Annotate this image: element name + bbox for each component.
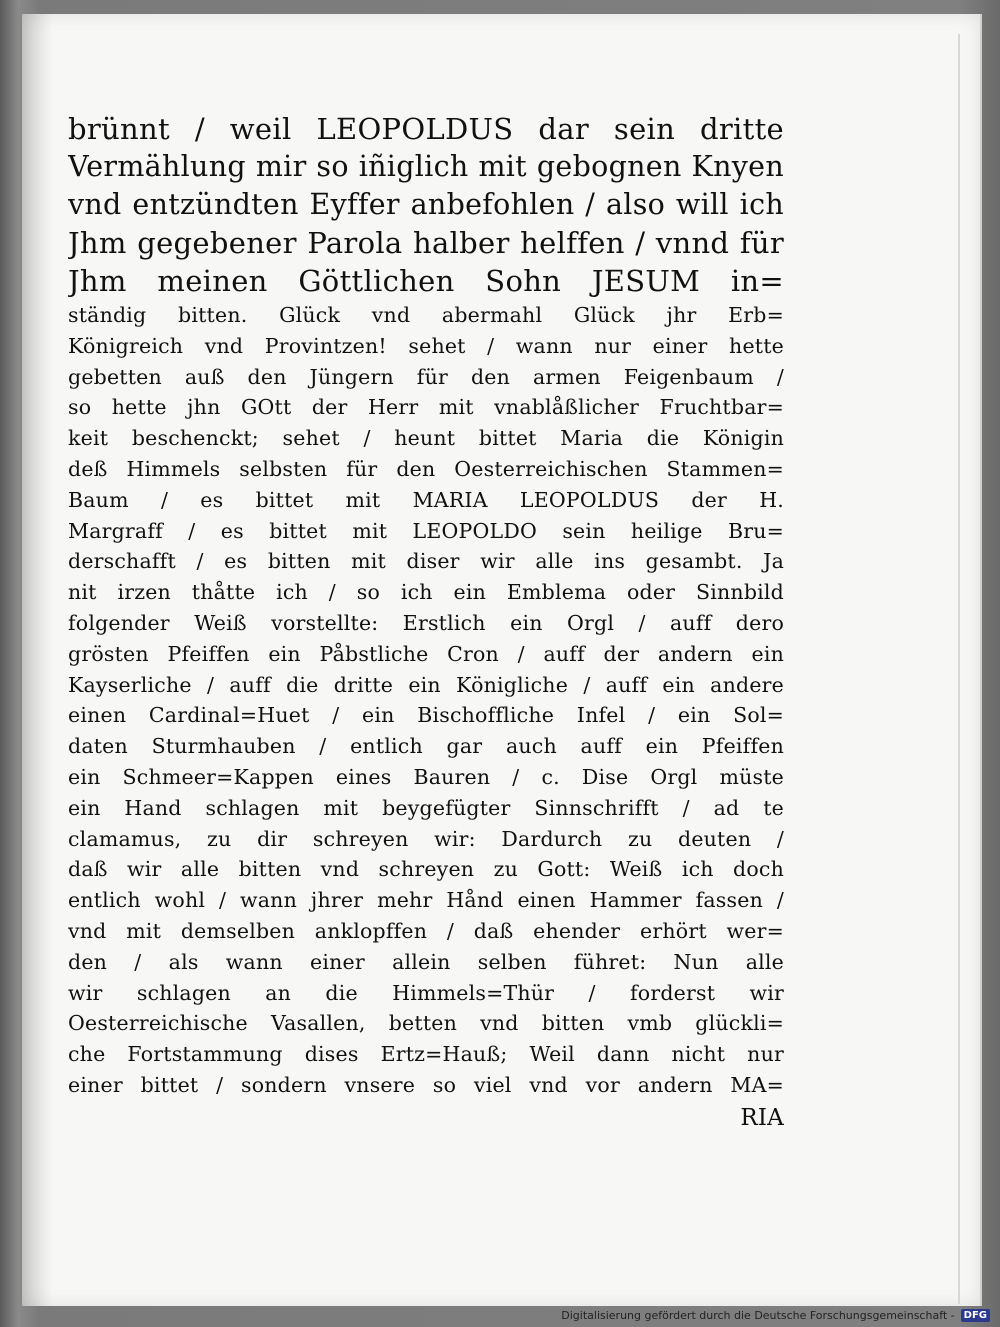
text-line: Oesterreichische Vasallen, betten vnd bitten vmb glückli= (68, 1011, 784, 1036)
document-page (22, 14, 982, 1306)
text-line: daten Sturmhauben / entlich gar auch auff ein Pfeiffen (68, 734, 784, 759)
text-line: Margraff / es bittet mit LEOPOLDO sein heilige Bru= (68, 518, 784, 543)
text-line: vnd entzündten Eyffer anbefohlen / also will ich (68, 188, 784, 221)
text-line: wir schlagen an die Himmels=Thür / forderst wir (68, 980, 784, 1005)
credit-text: Digitalisierung gefördert durch die Deutsche Forschungsgemeinschaft - (561, 1309, 955, 1322)
page-edge (958, 34, 960, 1304)
text-line: deß Himmels selbsten für den Oesterreichischen Stammen= (68, 456, 784, 481)
text-line: Jhm gegebener Parola halber helffen / vnnd für (68, 226, 784, 260)
text-line: grösten Pfeiffen ein Påbstliche Cron / auff der andern ein (68, 641, 784, 666)
text-line: keit beschenckt; sehet / heunt bittet Maria die Königin (68, 426, 784, 451)
text-line: so hette jhn GOtt der Herr mit vnablåßlicher Fruchtbar= (68, 395, 784, 420)
text-line: Kayserliche / auff die dritte ein Königliche / auff ein andere (68, 672, 784, 697)
text-line: Königreich vnd Provintzen! sehet / wann nur einer hette (68, 333, 784, 358)
text-line: einen Cardinal=Huet / ein Bischoffliche Infel / ein Sol= (68, 703, 784, 728)
text-line: brünnt / weil LEOPOLDUS dar sein dritte (68, 112, 784, 146)
text-line: Jhm meinen Göttlichen Sohn JESUM in= (68, 264, 784, 298)
body-text (68, 110, 784, 1135)
text-line: nit irzen thåtte ich / so ich ein Emblema oder Sinnbild (68, 580, 784, 605)
text-line: ein Schmeer=Kappen eines Bauren / c. Dise Orgl müste (68, 764, 784, 789)
text-line: den / als wann einer allein selben führet: Nun alle (68, 949, 784, 974)
text-line: ständig bitten. Glück vnd abermahl Glück jhr Erb= (68, 303, 784, 327)
text-line: daß wir alle bitten vnd schreyen zu Gott: Weiß ich doch (68, 857, 784, 882)
text-line: vnd mit demselben anklopffen / daß ehender erhört wer= (68, 918, 784, 943)
text-line: ein Hand schlagen mit beygefügter Sinnschrifft / ad te (68, 795, 784, 820)
text-line: Baum / es bittet mit MARIA LEOPOLDUS der H. (68, 487, 784, 512)
page-gutter-shadow (22, 14, 52, 1306)
catchword: RIA (740, 1104, 784, 1131)
dfg-logo: DFG (961, 1309, 990, 1322)
text-line: che Fortstammung dises Ertz=Hauß; Weil dann nicht nur (68, 1042, 784, 1067)
digitization-credit (561, 1309, 990, 1322)
text-line: clamamus, zu dir schreyen wir: Dardurch zu deuten / (68, 826, 784, 851)
text-line: entlich wohl / wann jhrer mehr Hånd einen Hammer fassen / (68, 888, 784, 913)
text-line: gebetten auß den Jüngern für den armen Feigenbaum / (68, 364, 784, 389)
text-line: Vermählung mir so iñiglich mit gebognen Knyen (68, 150, 784, 183)
text-line: einer bittet / sondern vnsere so viel vnd vor andern MA= (68, 1072, 784, 1097)
text-line: derschafft / es bitten mit diser wir alle ins gesambt. Ja (68, 549, 784, 574)
text-line: folgender Weiß vorstellte: Erstlich ein Orgl / auff dero (68, 610, 784, 635)
